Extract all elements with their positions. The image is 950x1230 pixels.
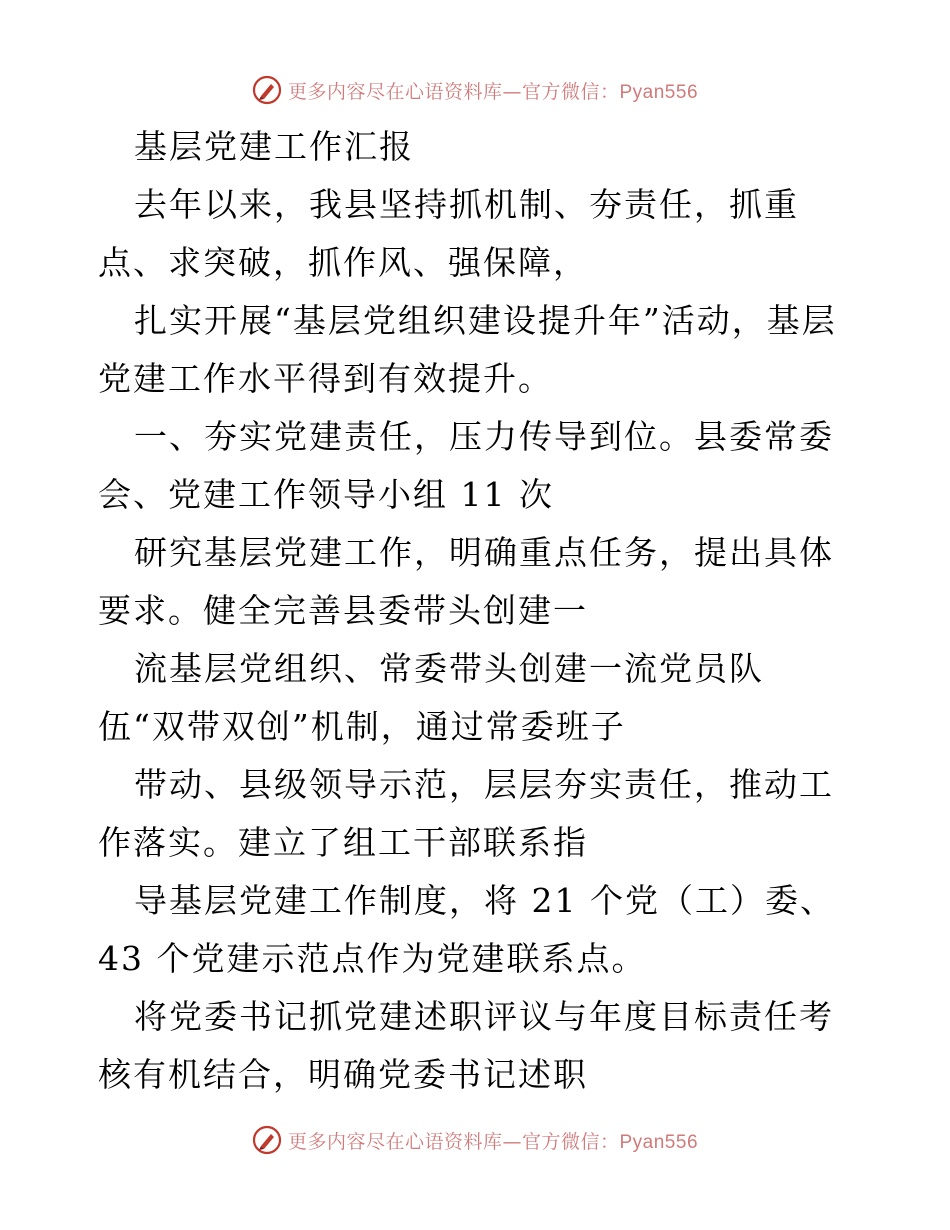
paragraph: 研究基层党建工作，明确重点任务，提出具体要求。健全完善县委带头创建一 [98,533,834,630]
paragraph: 导基层党建工作制度，将 21 个党（工）委、43 个党建示范点作为党建联系点。 [98,881,835,978]
watermark-text: 更多内容尽在心语资料库—官方微信：Pyan556 [287,80,699,103]
paragraph: 将党委书记抓党建述职评议与年度目标责任考核有机结合，明确党委书记述职 [98,997,834,1094]
pen-circle-logo-icon [252,1125,282,1155]
watermark-account: Pyan556 [619,81,699,103]
paragraph: 扎实开展“基层党组织建设提升年”活动，基层党建工作水平得到有效提升。 [98,301,837,398]
paragraph: 去年以来，我县坚持抓机制、夯责任，抓重点、求突破，抓作风、强保障， [98,185,799,282]
footer-watermark [0,1122,950,1158]
paragraph: 一、夯实党建责任，压力传导到位。县委常委会、党建工作领导小组 11 次 [98,417,834,514]
paragraph: 流基层党组织、常委带头创建一流党员队伍“双带双创”机制，通过常委班子 [98,649,764,746]
paragraph: 带动、县级领导示范，层层夯实责任，推动工作落实。建立了组工干部联系指 [98,765,834,862]
watermark-account: Pyan556 [619,1131,699,1153]
header-watermark [0,72,950,108]
watermark-text: 更多内容尽在心语资料库—官方微信：Pyan556 [287,1130,699,1153]
pen-circle-logo-icon [252,75,282,105]
document-title: 基层党建工作汇报 [134,127,414,166]
document-body [98,118,852,1104]
